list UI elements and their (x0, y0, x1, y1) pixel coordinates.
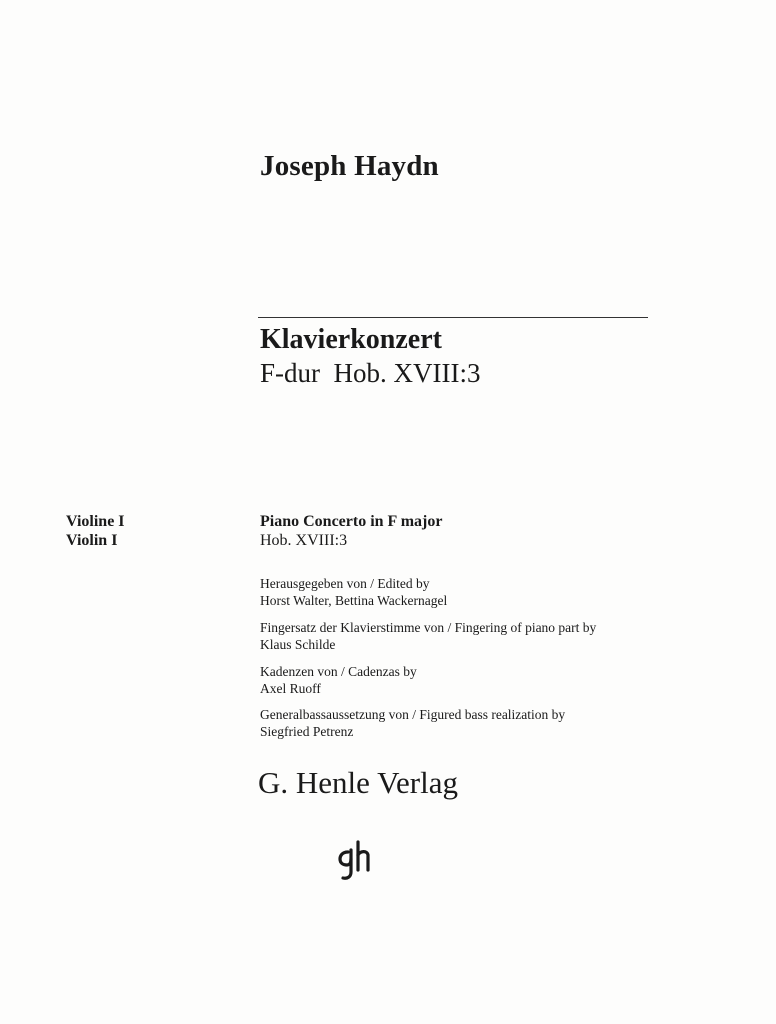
top-divider (258, 317, 648, 318)
credit-fingering-name: Klaus Schilde (260, 637, 336, 652)
credit-editor-name: Horst Walter, Bettina Wackernagel (260, 593, 448, 608)
english-catalog-number: Hob. XVIII:3 (260, 532, 348, 549)
henle-gh-monogram-icon (332, 838, 378, 884)
credit-figured-bass-name: Siegfried Petrenz (260, 724, 354, 739)
credit-fingering-label: Fingersatz der Klavierstimme von / Fingering of piano part by (260, 620, 597, 635)
composer-name: Joseph Haydn (260, 150, 439, 182)
credit-cadenzas-label: Kadenzen von / Cadenzas by (260, 664, 417, 679)
credit-editor-label: Herausgegeben von / Edited by (260, 576, 430, 591)
english-work-title: Piano Concerto in F major (260, 513, 443, 530)
part-label-german: Violine I (66, 513, 125, 530)
publisher-name: G. Henle Verlag (258, 765, 459, 800)
credit-figured-bass-label: Generalbassaussetzung von / Figured bass realization by (260, 707, 566, 722)
part-label-english: Violin I (66, 532, 118, 549)
credit-cadenzas-name: Axel Ruoff (260, 681, 321, 696)
work-title: Klavierkonzert (260, 324, 442, 355)
work-key-catalog: F-dur Hob. XVIII:3 (260, 358, 481, 388)
